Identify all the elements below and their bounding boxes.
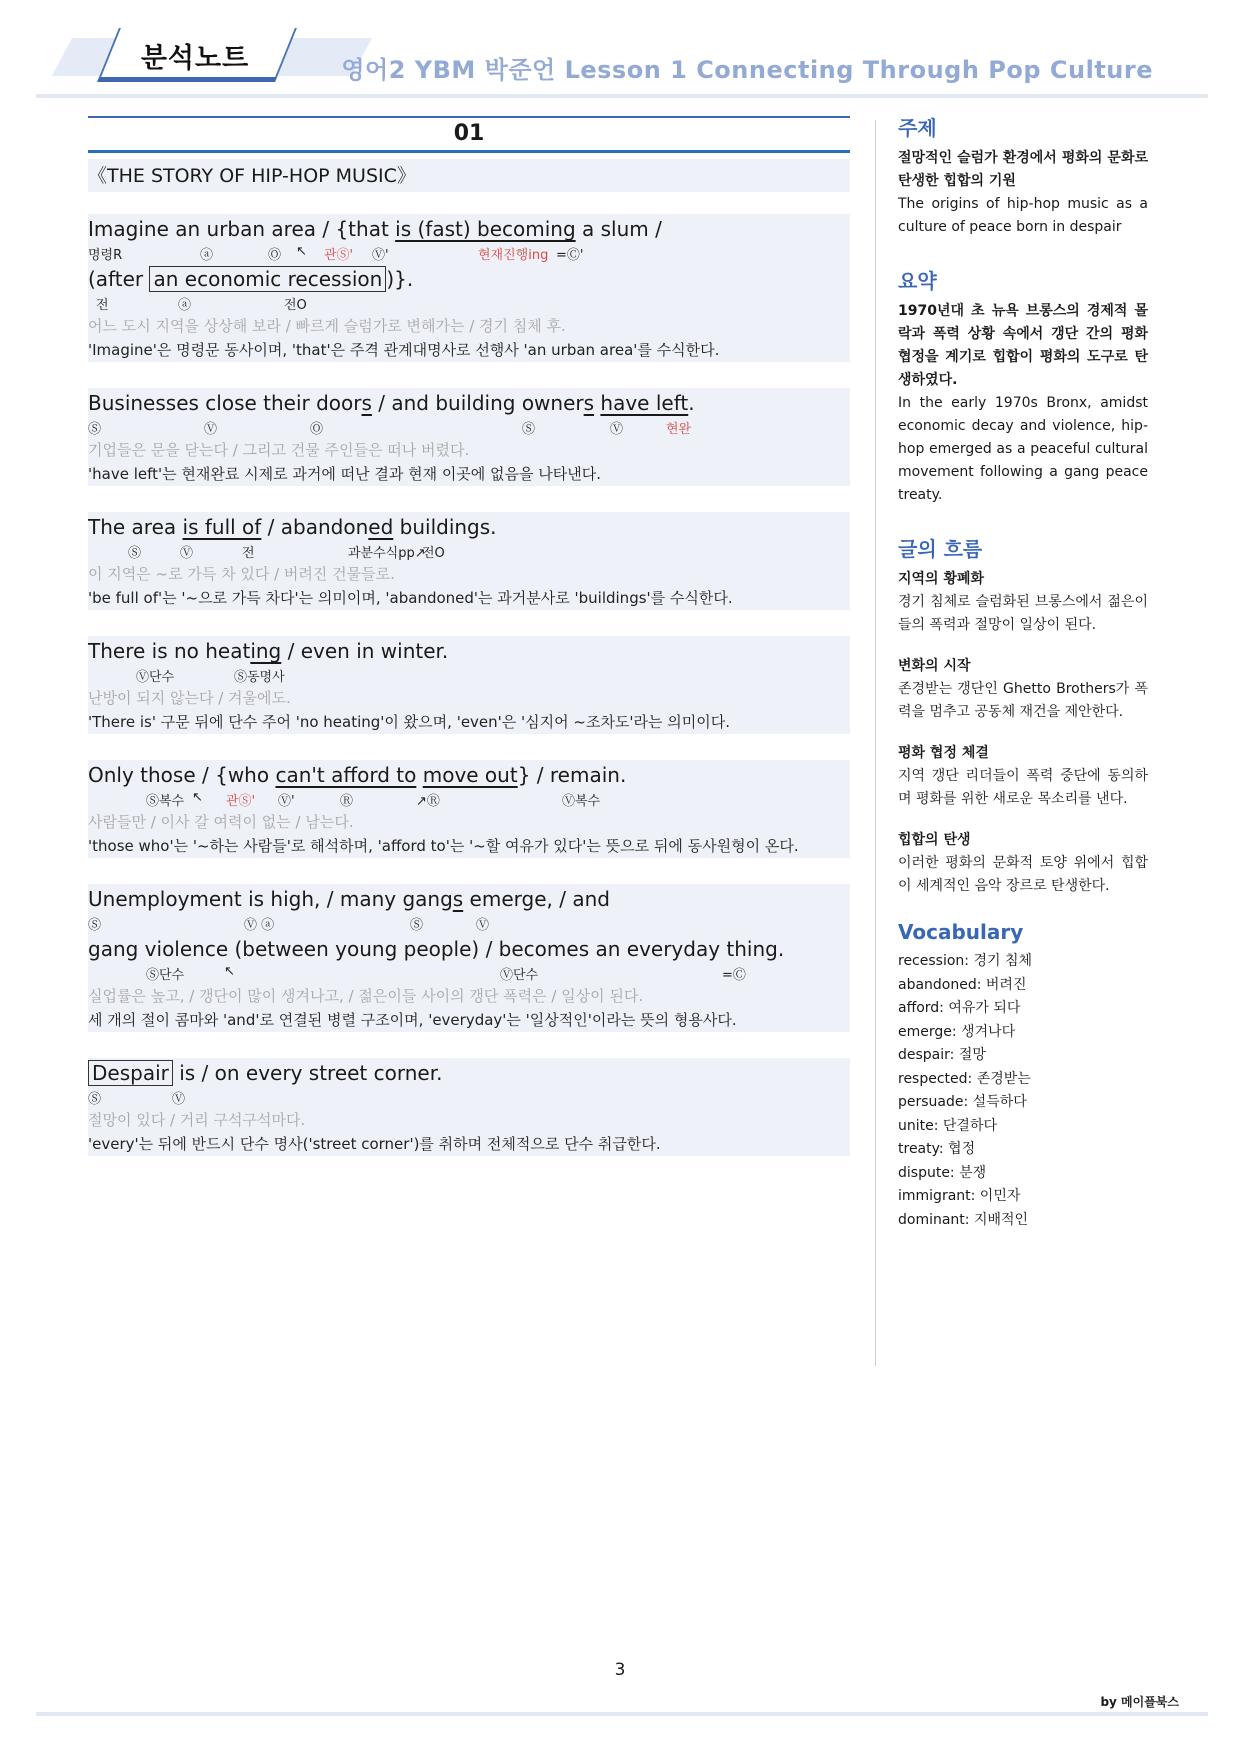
- topic-korean: 절망적인 슬럼가 환경에서 평화의 문화로 탄생한 힙합의 기원: [898, 150, 1148, 189]
- flow-item: [898, 742, 1148, 811]
- section-number: 01: [453, 121, 485, 146]
- english-sentence: gang violence (between young people) / becomes an everyday thing.: [88, 937, 785, 961]
- grammar-note: 'have left'는 현재완료 시제로 과거에 떠난 결과 현재 이곳에 없음을 나타낸다.: [88, 462, 850, 486]
- sentence-block: [88, 760, 850, 858]
- header-divider: [36, 94, 1208, 98]
- vocab-item: persuade: 설득하다: [898, 1094, 1027, 1110]
- grammar-tags: Ⓢ단수 ↖ Ⓥ단수 =Ⓒ: [146, 964, 746, 983]
- flow-item-text: 경기 침체로 슬럼화된 브롱스에서 젊은이들의 폭력과 절망이 일상이 된다.: [898, 594, 1148, 633]
- grammar-note: 'Imagine'은 명령문 동사이며, 'that'은 주격 관계대명사로 선행사 'an urban area'를 수식한다.: [88, 338, 850, 362]
- sentence-analysis: [88, 760, 850, 810]
- grammar-note: 'those who'는 '~하는 사람들'로 해석하며, 'afford to'는 '~할 여유가 있다'는 뜻으로 뒤에 동사원형이 온다.: [88, 834, 850, 858]
- korean-translation: 어느 도시 지역을 상상해 보라 / 빠르게 슬럼가로 변해가는 / 경기 침체 후.: [88, 314, 850, 338]
- grammar-tags: Ⓢ Ⓥ: [88, 1092, 186, 1107]
- english-sentence: (after an economic recession )}.: [88, 267, 414, 291]
- flow-item: [898, 568, 1148, 637]
- badge-label: 분석노트: [140, 43, 250, 74]
- flow-item-title: 변화의 시작: [898, 658, 971, 674]
- sentence-block: [88, 214, 850, 362]
- vocab-item: afford: 여유가 되다: [898, 1000, 1021, 1016]
- summary-heading: 요약: [898, 269, 937, 293]
- korean-translation: 난방이 되지 않는다 / 겨울에도.: [88, 686, 850, 710]
- footer-divider: [36, 1712, 1208, 1716]
- flow-item-title: 평화 협정 체결: [898, 745, 989, 761]
- korean-translation: 실업률은 높고, / 갱단이 많이 생겨나고, / 젊은이들 사이의 갱단 폭력은 / 일상이 된다.: [88, 984, 850, 1008]
- vocab-item: abandoned: 버려진: [898, 976, 1027, 993]
- grammar-note: 'be full of'는 '~으로 가득 차다'는 의미이며, 'abandoned'는 과거분사로 'buildings'를 수식한다.: [88, 586, 850, 610]
- flow-item: [898, 655, 1148, 724]
- section-bottom-rule: [88, 150, 850, 153]
- korean-translation: 기업들은 문을 닫는다 / 그리고 건물 주인들은 떠나 버렸다.: [88, 438, 850, 462]
- grammar-tags: Ⓢ복수 ↖ 관Ⓢ' Ⓥ' Ⓡ ↗Ⓡ Ⓥ복수: [146, 790, 601, 809]
- korean-translation: 절망이 있다 / 거리 구석구석마다.: [88, 1108, 850, 1132]
- english-sentence: There is no heating / even in winter.: [88, 639, 449, 663]
- header-title: 영어2 YBM 박준언 Lesson 1 Connecting Through Pop Culture: [341, 56, 1153, 84]
- column-divider: [875, 120, 876, 1366]
- vocab-item: dispute: 분쟁: [898, 1164, 987, 1181]
- sentence-analysis: [88, 1058, 850, 1108]
- korean-translation: 이 지역은 ~로 가득 차 있다 / 버려진 건물들로.: [88, 562, 850, 586]
- vocab-item: treaty: 협정: [898, 1141, 976, 1157]
- page-number: 3: [614, 1660, 626, 1680]
- flow-item-text: 지역 갱단 리더들이 폭력 중단에 동의하며 평화를 위한 새로운 목소리를 낸다.: [898, 768, 1148, 807]
- english-sentence: The area is full of / abandoned buildings.: [88, 515, 497, 539]
- flow-item-text: 존경받는 갱단인 Ghetto Brothers가 폭력을 멈추고 공동체 재건을 제안한다.: [898, 681, 1148, 720]
- grammar-note: 'There is' 구문 뒤에 단수 주어 'no heating'이 왔으며, 'even'은 '심지어 ~조차도'라는 의미이다.: [88, 710, 850, 734]
- grammar-tags: Ⓥ단수 Ⓢ동명사: [136, 670, 285, 685]
- sentence-block: [88, 388, 850, 486]
- sentence-analysis: [88, 388, 850, 438]
- sentence-analysis: [88, 512, 850, 562]
- korean-translation: 사람들만 / 이사 갈 여력이 없는 / 남는다.: [88, 810, 850, 834]
- summary-korean: 1970년대 초 뉴욕 브롱스의 경제적 몰락과 폭력 상황 속에서 갱단 간의 평화 협정을 계기로 힙합이 평화의 도구로 탄생하였다.: [898, 303, 1148, 388]
- vocab-item: unite: 단결하다: [898, 1117, 998, 1134]
- flow-item-title: 지역의 황폐화: [898, 571, 985, 587]
- vocab-item: emerge: 생겨나다: [898, 1023, 1016, 1040]
- grammar-tags: Ⓢ Ⓥ Ⓞ Ⓢ Ⓥ 현완: [88, 422, 692, 437]
- english-sentence: Only those / {who can't afford to move out} / remain.: [88, 763, 627, 787]
- grammar-tags: Ⓢ Ⓥ ⓐ Ⓢ Ⓥ: [88, 918, 490, 933]
- summary-english: In the early 1970s Bronx, amidst economic decay and violence, hip-hop emerged as a peaceful cultural movement following a gang peace treaty.: [898, 395, 1148, 503]
- sentence-block: [88, 512, 850, 610]
- vocab-item: respected: 존경받는: [898, 1070, 1031, 1087]
- topic-english: The origins of hip-hop music as a culture of peace born in despair: [898, 196, 1148, 235]
- flow-item-text: 이러한 평화의 문화적 토양 위에서 힙합이 세계적인 음악 장르로 탄생한다.: [898, 855, 1148, 894]
- story-title: 《THE STORY OF HIP-HOP MUSIC》: [88, 159, 850, 192]
- sentence-analysis: [88, 214, 850, 314]
- flow-heading: 글의 흐름: [898, 537, 983, 561]
- sentence-block: [88, 636, 850, 734]
- vocab-item: despair: 절망: [898, 1047, 986, 1063]
- page-header: [0, 0, 1241, 100]
- sentence-block: [88, 884, 850, 1032]
- english-sentence: Despair is / on every street corner.: [88, 1058, 850, 1088]
- vocab-item: immigrant: 이민자: [898, 1188, 1021, 1204]
- grammar-tags: Ⓢ Ⓥ 전 과분수식pp↗ 전O: [128, 546, 445, 561]
- english-sentence: Imagine an urban area / {that is (fast) becoming a slum /: [88, 217, 662, 241]
- english-sentence: Unemployment is high, / many gangs emerge, / and: [88, 887, 610, 911]
- vocabulary-heading: Vocabulary: [898, 920, 1024, 944]
- grammar-tags: 명령R ⓐ Ⓞ ↖ 관Ⓢ' Ⓥ' 현재진행ing =Ⓒ': [88, 244, 584, 263]
- publisher-credit: by 메이플북스: [1100, 1695, 1179, 1709]
- sentence-analysis: [88, 636, 850, 686]
- sentence-analysis: [88, 884, 850, 984]
- sidebar: [898, 112, 1148, 1232]
- flow-item: [898, 829, 1148, 898]
- vocab-item: recession: 경기 침체: [898, 953, 1033, 969]
- flow-item-title: 힙합의 탄생: [898, 832, 971, 848]
- vocab-item: dominant: 지배적인: [898, 1211, 1029, 1228]
- grammar-tags: 전 ⓐ 전O: [96, 298, 307, 313]
- analysis-column: [88, 116, 850, 1156]
- english-sentence: Businesses close their doors / and building owners have left.: [88, 391, 695, 415]
- grammar-note: 세 개의 절이 콤마와 'and'로 연결된 병렬 구조이며, 'everyday'는 '일상적인'이라는 뜻의 형용사다.: [88, 1008, 850, 1032]
- sentence-block: [88, 1058, 850, 1156]
- vocabulary-list: [898, 950, 1148, 1232]
- grammar-note: 'every'는 뒤에 반드시 단수 명사('street corner')를 취하며 전체적으로 단수 취급한다.: [88, 1132, 850, 1156]
- topic-heading: 주제: [898, 116, 937, 140]
